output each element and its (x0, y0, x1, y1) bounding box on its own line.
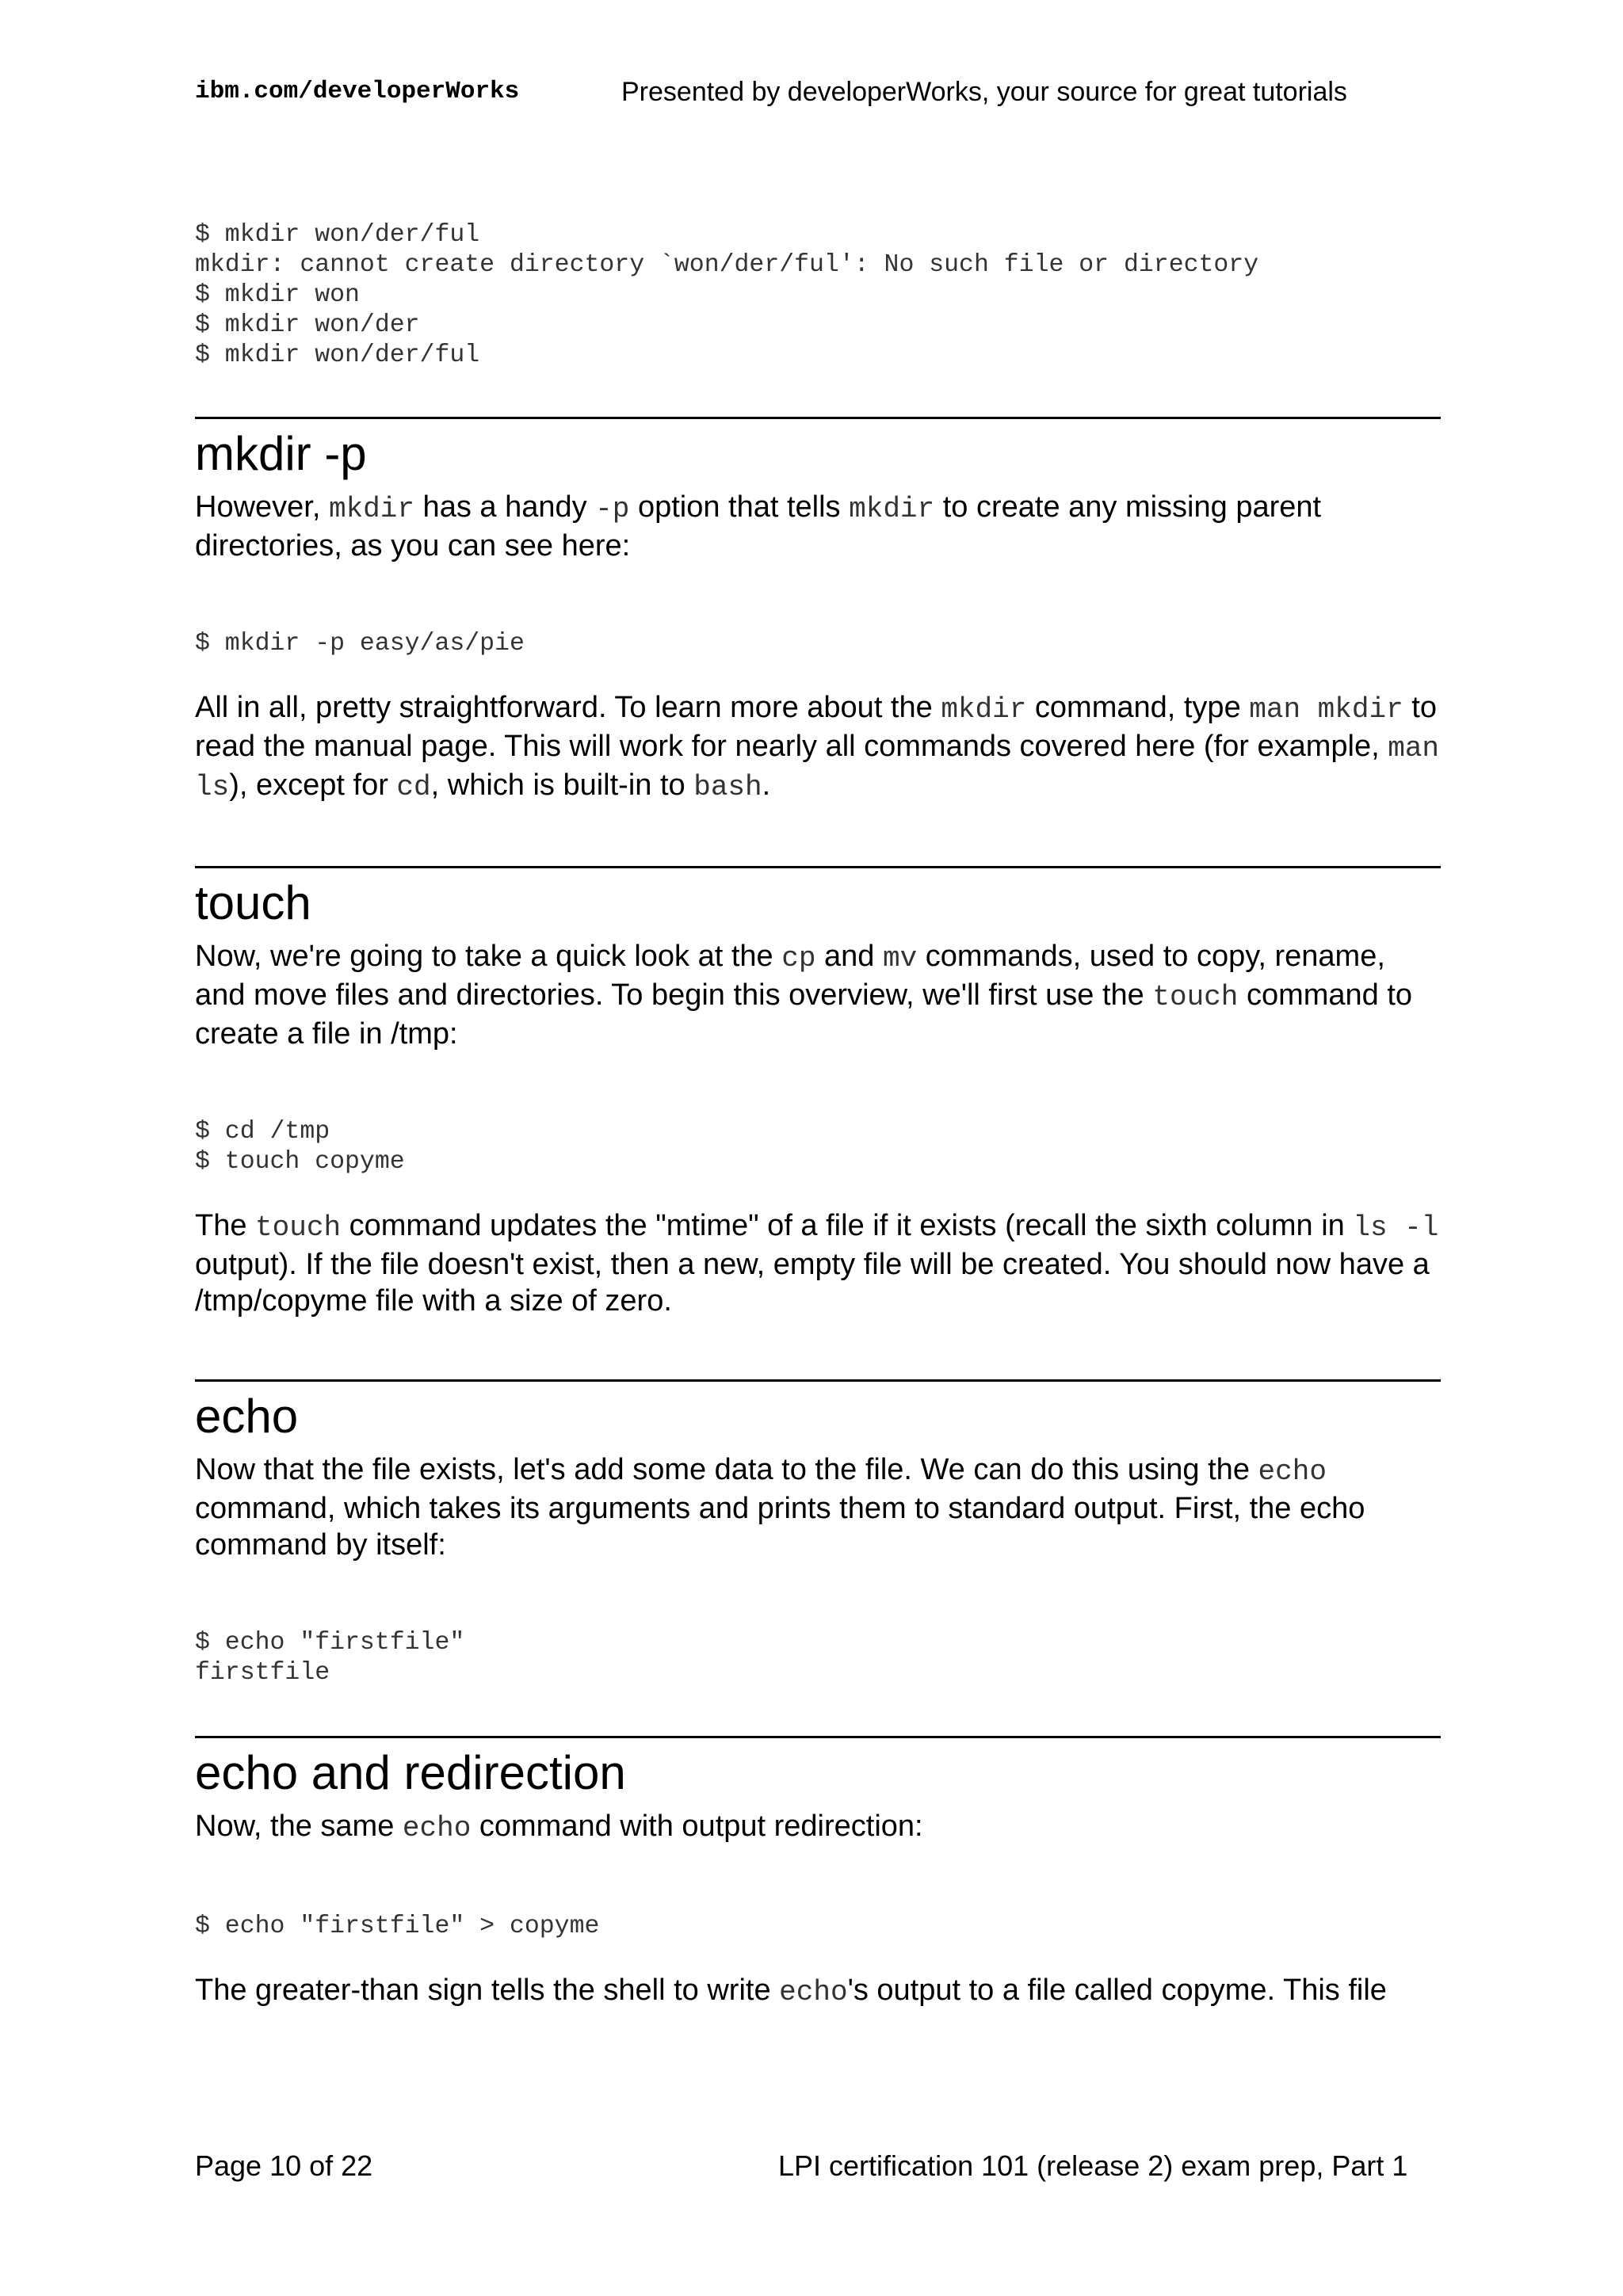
inline-code: man mkdir (1249, 693, 1403, 726)
section-touch (195, 866, 1441, 1319)
section-echo (195, 1379, 1441, 1688)
section-title: echo (195, 1390, 299, 1443)
inline-code: mkdir (849, 493, 935, 525)
page-content (195, 220, 1441, 2011)
paragraph: Now that the file exists, let's add some data to the file. We can do this using the echo command, which takes its arguments and prints them to standard output. First, the echo command by itself: (195, 1453, 1365, 1562)
page-number: Page 10 of 22 (195, 2149, 373, 2182)
inline-code: echo (779, 1976, 848, 2008)
code-block-mkdir-errors: $ mkdir won/der/ful mkdir: cannot create directory `won/der/ful': No such file or directory $ mkdir won $ mkdir won/der $ mkdir won/der/ful (195, 221, 1259, 369)
inline-code: mv (883, 942, 918, 974)
header-site-link[interactable]: ibm.com/developerWorks (195, 78, 520, 105)
paragraph: The greater-than sign tells the shell to write echo's output to a file called copyme. This file (195, 1974, 1387, 2008)
code-block: $ echo "firstfile" > copyme (195, 1913, 600, 1940)
inline-code: mkdir (941, 693, 1027, 726)
page-header (195, 76, 1441, 108)
section-echo-redirection (195, 1736, 1441, 2011)
inline-code: cd (396, 771, 431, 803)
code-block: $ mkdir -p easy/as/pie (195, 630, 525, 658)
inline-code: bash (693, 771, 762, 803)
inline-code: -p (595, 493, 630, 525)
code-block: $ echo "firstfile" firstfile (195, 1629, 465, 1687)
section-title: echo and redirection (195, 1746, 626, 1799)
inline-code: cp (781, 942, 816, 974)
inline-code: touch (255, 1211, 342, 1244)
paragraph: The touch command updates the "mtime" of a file if it exists (recall the sixth column in ls -l output). If the file doesn't exist, then a new, empty file will be created. You should now have a /tmp/copyme file with a size of zero. (195, 1209, 1439, 1318)
section-title: touch (195, 876, 311, 929)
paragraph: Now, the same echo command with output redirection: (195, 1810, 923, 1844)
paragraph: All in all, pretty straightforward. To learn more about the mkdir command, type man mkdir to read the manual page. This will work for nearly all commands covered here (for example, man ls), except for cd, which is built-in to bash. (195, 691, 1440, 803)
page-footer (195, 2149, 1441, 2183)
inline-code: echo (402, 1812, 472, 1844)
header-tagline: Presented by developerWorks, your source for great tutorials (621, 77, 1347, 107)
paragraph: However, mkdir has a handy -p option that tells mkdir to create any missing parent directories, as you can see here: (195, 490, 1322, 563)
section-title: mkdir -p (195, 427, 367, 480)
inline-code: ls -l (1353, 1211, 1439, 1244)
footer-document-title: LPI certification 101 (release 2) exam prep, Part 1 (778, 2149, 1408, 2182)
inline-code: touch (1152, 981, 1239, 1013)
paragraph: Now, we're going to take a quick look at the cp and mv commands, used to copy, rename, and move files and directories. To begin this overview, we'll first use the touch command to create a file in /tmp: (195, 940, 1413, 1051)
inline-code: mkdir (328, 493, 414, 525)
code-block: $ cd /tmp $ touch copyme (195, 1118, 405, 1176)
inline-code: echo (1258, 1455, 1327, 1488)
inline-code: man ls (195, 732, 1440, 803)
section-mkdir-p (195, 417, 1441, 806)
